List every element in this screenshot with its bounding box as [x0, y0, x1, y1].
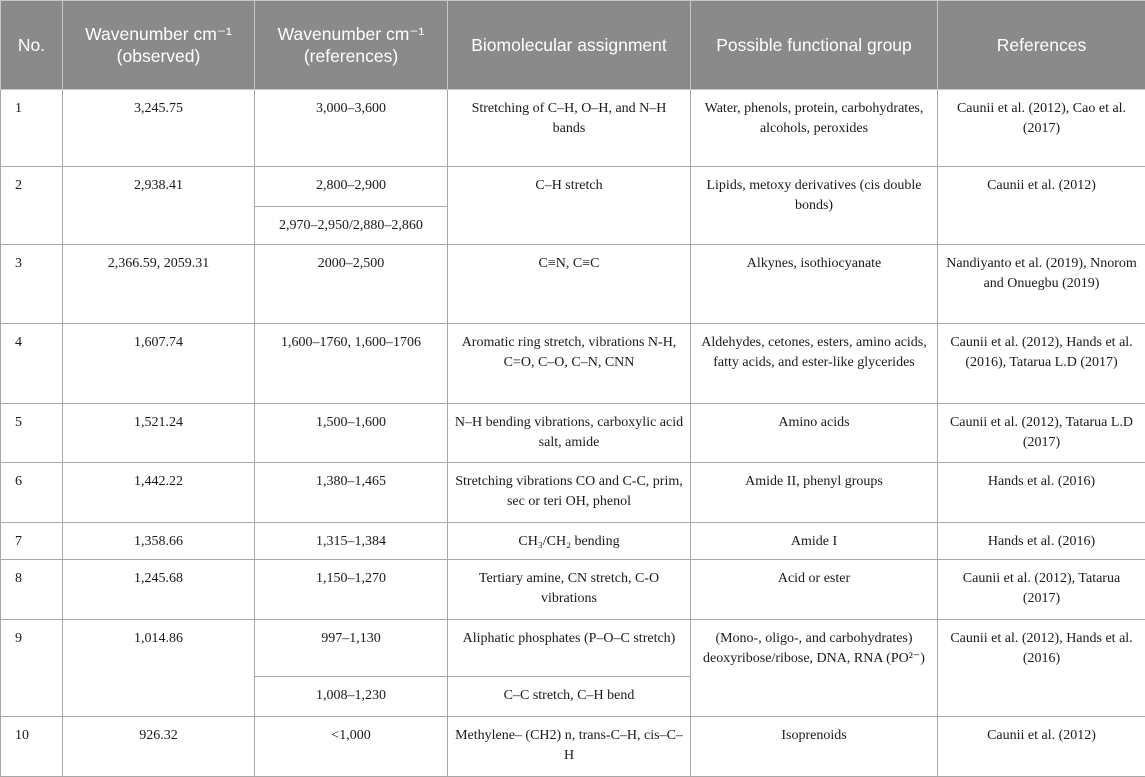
cell-observed: 1,014.86: [63, 620, 255, 717]
cell-refs: Caunii et al. (2012), Hands et al. (2016), Tatarua L.D (2017): [938, 324, 1145, 404]
cell-range: 1,600–1760, 1,600–1706: [255, 324, 448, 404]
cell-assignment: Methylene– (CH2) n, trans-C–H, cis–C–H: [448, 717, 691, 777]
cell-assignment: Aliphatic phosphates (P–O–C stretch): [448, 620, 691, 677]
cell-group: Isoprenoids: [691, 717, 938, 777]
cell-observed: 1,358.66: [63, 523, 255, 560]
cell-group: Amide II, phenyl groups: [691, 463, 938, 523]
cell-group: Water, phenols, protein, carbohydrates, alcohols, peroxides: [691, 90, 938, 167]
table-row: [1, 560, 1145, 620]
cell-group: Lipids, metoxy derivatives (cis double bonds): [691, 167, 938, 245]
cell-observed: 1,245.68: [63, 560, 255, 620]
cell-observed: 926.32: [63, 717, 255, 777]
cell-range: 3,000–3,600: [255, 90, 448, 167]
cell-no: 8: [1, 560, 63, 620]
cell-group: Amino acids: [691, 404, 938, 463]
header-references-range: Wavenumber cm⁻¹ (references): [255, 1, 448, 90]
cell-refs: Caunii et al. (2012): [938, 717, 1145, 777]
header-references: References: [938, 1, 1145, 90]
cell-no: 9: [1, 620, 63, 717]
cell-assignment: N–H bending vibrations, carboxylic acid salt, amide: [448, 404, 691, 463]
cell-observed: 1,607.74: [63, 324, 255, 404]
header-observed: Wavenumber cm⁻¹ (observed): [63, 1, 255, 90]
cell-group: Alkynes, isothiocyanate: [691, 245, 938, 324]
header-functional-group: Possible functional group: [691, 1, 938, 90]
table-row: [1, 324, 1145, 404]
cell-no: 1: [1, 90, 63, 167]
cell-no: 3: [1, 245, 63, 324]
cell-observed: 2,938.41: [63, 167, 255, 245]
cell-assignment: Stretching vibrations CO and C-C, prim, sec or teri OH, phenol: [448, 463, 691, 523]
cell-no: 6: [1, 463, 63, 523]
cell-assignment: Stretching of C–H, O–H, and N–H bands: [448, 90, 691, 167]
cell-group: Amide I: [691, 523, 938, 560]
cell-range: 1,380–1,465: [255, 463, 448, 523]
cell-group: Acid or ester: [691, 560, 938, 620]
cell-refs: Caunii et al. (2012): [938, 167, 1145, 245]
cell-observed: 2,366.59, 2059.31: [63, 245, 255, 324]
table-row: [1, 523, 1145, 560]
cell-observed: 1,521.24: [63, 404, 255, 463]
cell-assignment-secondary: C–C stretch, C–H bend: [448, 677, 691, 717]
cell-refs: Caunii et al. (2012), Cao et al. (2017): [938, 90, 1145, 167]
cell-range-secondary: 2,970–2,950/2,880–2,860: [255, 207, 448, 245]
table-row: [1, 245, 1145, 324]
cell-assignment: C–H stretch: [448, 167, 691, 245]
table-row: [1, 404, 1145, 463]
table-row: [1, 90, 1145, 167]
cell-assignment: Aromatic ring stretch, vibrations N-H, C=O, C–O, C–N, CNN: [448, 324, 691, 404]
table-row: [1, 620, 1145, 677]
cell-assignment: Tertiary amine, CN stretch, C-O vibrations: [448, 560, 691, 620]
cell-group: (Mono-, oligo-, and carbohydrates) deoxyribose/ribose, DNA, RNA (PO²⁻): [691, 620, 938, 717]
cell-refs: Hands et al. (2016): [938, 523, 1145, 560]
cell-observed: 1,442.22: [63, 463, 255, 523]
table-row: [1, 717, 1145, 777]
cell-range: 1,500–1,600: [255, 404, 448, 463]
cell-no: 10: [1, 717, 63, 777]
table-row: [1, 463, 1145, 523]
cell-range: 997–1,130: [255, 620, 448, 677]
cell-refs: Nandiyanto et al. (2019), Nnorom and Onuegbu (2019): [938, 245, 1145, 324]
cell-no: 7: [1, 523, 63, 560]
cell-no: 4: [1, 324, 63, 404]
header-assignment: Biomolecular assignment: [448, 1, 691, 90]
cell-observed: 3,245.75: [63, 90, 255, 167]
cell-range: <1,000: [255, 717, 448, 777]
table-header-row: [1, 1, 1145, 90]
cell-range: 1,315–1,384: [255, 523, 448, 560]
cell-no: 2: [1, 167, 63, 245]
cell-refs: Hands et al. (2016): [938, 463, 1145, 523]
cell-refs: Caunii et al. (2012), Tatarua L.D (2017): [938, 404, 1145, 463]
cell-refs: Caunii et al. (2012), Tatarua (2017): [938, 560, 1145, 620]
cell-assignment: C≡N, C≡C: [448, 245, 691, 324]
cell-no: 5: [1, 404, 63, 463]
cell-assignment: CH₃/CH₂ bending: [448, 523, 691, 560]
cell-range: 1,150–1,270: [255, 560, 448, 620]
cell-range-secondary: 1,008–1,230: [255, 677, 448, 717]
table-row: [1, 167, 1145, 207]
header-no: No.: [1, 1, 63, 90]
cell-range: 2,800–2,900: [255, 167, 448, 207]
cell-group: Aldehydes, cetones, esters, amino acids, fatty acids, and ester-like glycerides: [691, 324, 938, 404]
cell-refs: Caunii et al. (2012), Hands et al. (2016): [938, 620, 1145, 717]
cell-range: 2000–2,500: [255, 245, 448, 324]
